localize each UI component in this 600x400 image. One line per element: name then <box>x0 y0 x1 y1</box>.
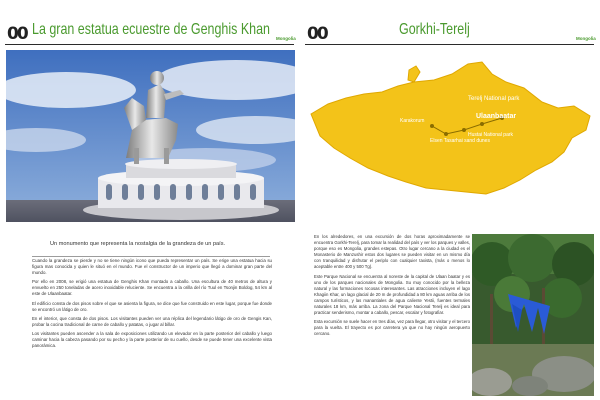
map-label-terelj: Terelj National park <box>468 96 520 102</box>
header-rule <box>305 44 594 45</box>
paragraph: Este Parque Nacional se encuentra al noreste de la capital de Ulaan baatar y es uno de los parques nacionales de Mongolia. Su muy conocido por la belleza natural y las formaciones rocosas interesantes. Las atracciones incluyen el lago Khagiin Khar, un lago glacial de 20 m de profundidad a 80 km aguas arriba de los campos turísticos, y las manantiales de agua caliente Yestii, fuentes termales naturales 18 km, más arriba. La zona del Parque Nacional Terelj es ideal para practicar senderismo, montar a caballo, pescar, escalar y fotografiar. <box>314 273 470 316</box>
article-body <box>32 258 272 352</box>
right-page <box>300 0 600 400</box>
header-rule <box>5 44 294 45</box>
paragraph: El edificio consta de dos pisos sobre el que se asienta la figura, se dice que fue construido en este lugar, porque fue donde se encontró un látigo de oro. <box>32 300 272 312</box>
photo-caption: Un monumento que representa la nostalgia de la grandeza de un país. <box>50 241 226 247</box>
page-title: Gorkhi-Terelj <box>399 21 470 38</box>
article-body <box>314 234 470 341</box>
paragraph: Cuando la grandeza se pierde y no se tiene ningún icono que pueda representar un país. Se erige una estatua hacia su figura mas conocida y quien le situó en el mundo. Fue el constructor de un imperio que llegó a dominar gran parte del mundo. <box>32 258 272 276</box>
caption-rule <box>32 256 270 257</box>
map-label-karakorum: Karakorum <box>400 118 425 124</box>
paragraph: Por ello en 2008, se erigió una estatua de Genghis Khan montado a caballo. Una escultura de 40 metros de altura y envuelto en 250 toneladas de acero inoxidable reluciente. Se encuentra a la orilla del río Tuul en Tsonjin Boldog, 54 km al este de Ulaanbaatar. <box>32 279 272 297</box>
paragraph: En el interior, que consta de dos pisos. Los visitantes pueden ver una réplica del legendario látigo de oro de Gengis Kan, probar la cocina tradicional de carne de caballo y patatas, o jugar al billar. <box>32 315 272 327</box>
page-title: La gran estatua ecuestre de Genghis Khan <box>32 21 270 38</box>
page-number: 00 <box>307 24 327 44</box>
statue-photo <box>6 50 295 222</box>
paragraph: En los alrededores, en una excursión de dos horas aproximadamente se encuentra Gorkhi-Terelj, para tomar la realidad del país y ver los parques y valles, porque eso es Mongolia, grandes estepas. Otro lugar cercano a la ciudad es el Monasterio de Manzushir estos dos lugares se pueden visitar en un mismo día con tranquilidad y disfrutar el periplo con cualquier taxista, (más o menos lo aceptable entre 400 y 500 Tg). <box>314 234 470 270</box>
mongolia-map <box>306 52 596 214</box>
map-label-ulaanbaatar: Ulaanbaatar <box>476 113 517 120</box>
forest-photo <box>472 234 594 396</box>
page-number: 00 <box>7 24 27 44</box>
mongolia-landmass <box>311 62 590 194</box>
paragraph: Los visitantes pueden ascender a la sala de exposiciones utilizando un elevador en la parte posterior del caballo y luego caminar hacia la cabeza pasando por su pecho y la parte posterior de su cuello, desde se puede tener una excelente vista panorámica. <box>32 330 272 349</box>
section-tag: Mongolia <box>576 36 596 41</box>
paragraph: Esta excursión se suele hacer en tres días, vez para llegar, otro visitar y el tercero para la vuelta. El trayecto es por carretera ya que no hay ningún aeropuerto cercano. <box>314 319 470 337</box>
map-label-hustai: Hustai National park <box>468 132 514 138</box>
map-label-elsen: Elsen Tasarhai sand dunes <box>430 138 490 144</box>
section-tag: Mongolia <box>276 36 296 41</box>
